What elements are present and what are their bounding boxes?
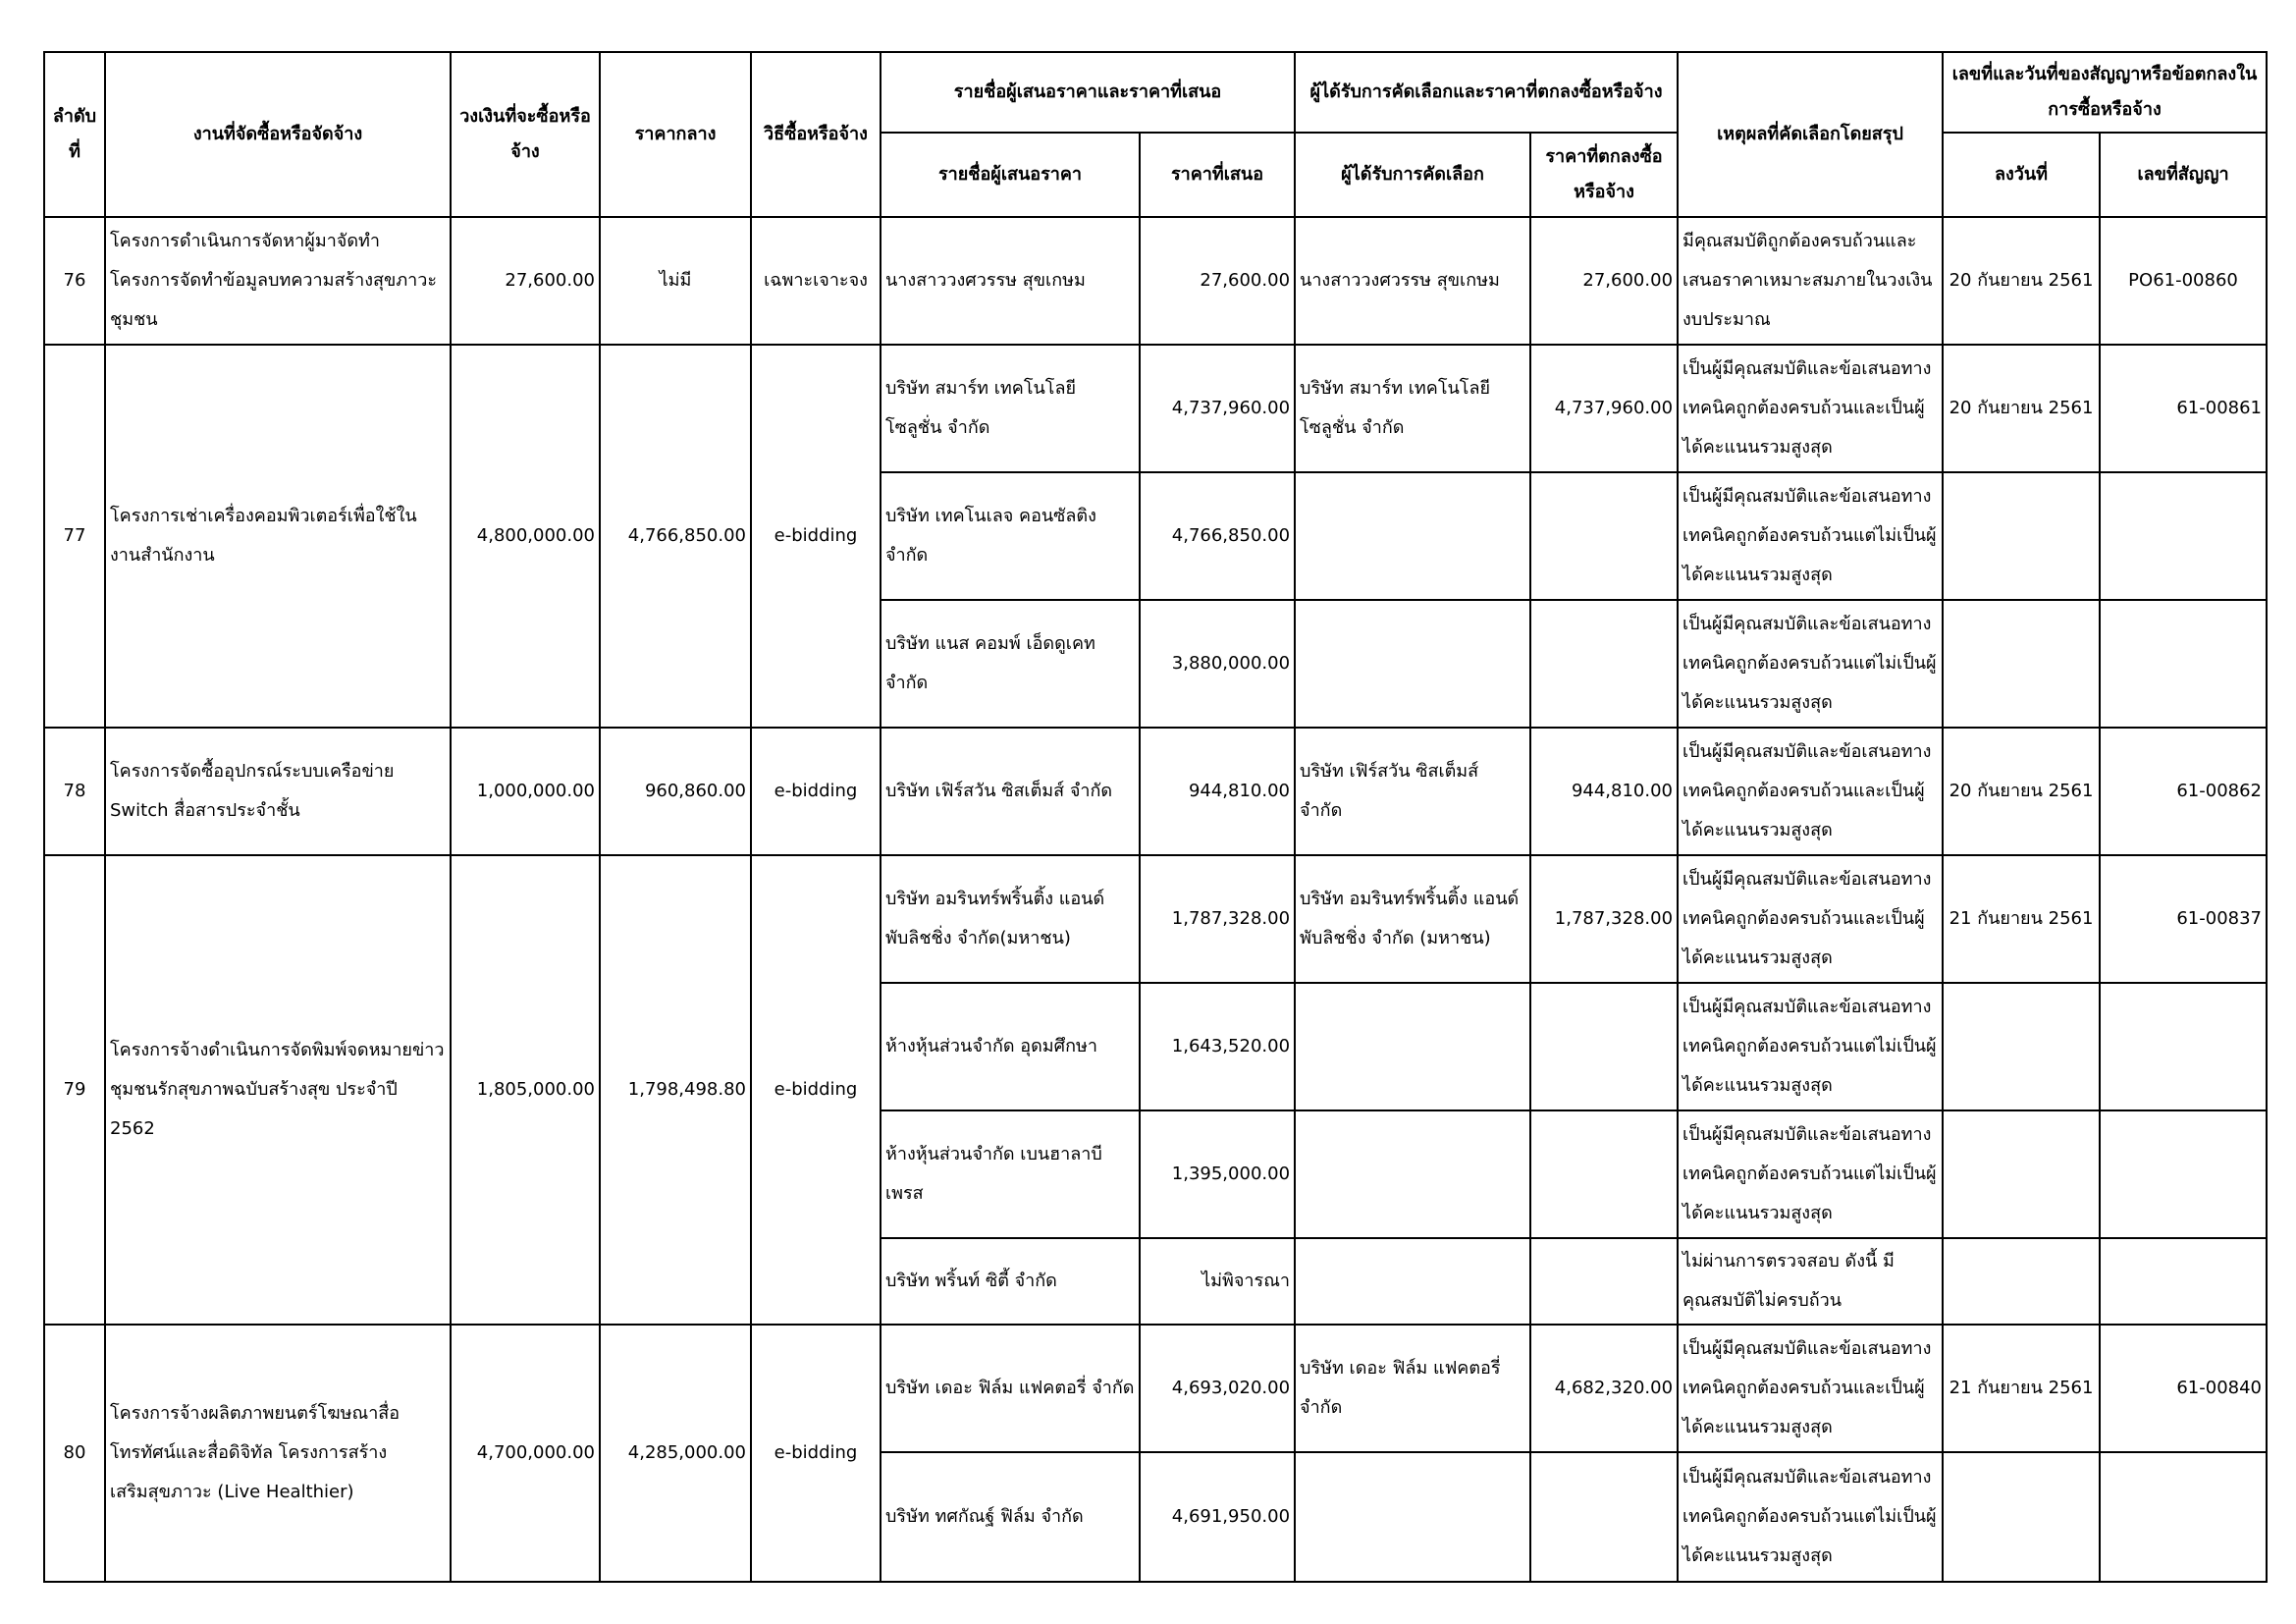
reason-cell: เป็นผู้มีคุณสมบัติและข้อเสนอทางเทคนิคถูกต้องครบถ้วนและเป็นผู้ได้คะแนนรวมสูงสุด [1678,1325,1943,1452]
agreed-price-cell [1530,1110,1678,1238]
seq-cell: 76 [44,217,105,345]
contract-date-cell: 21 กันยายน 2561 [1943,855,2100,983]
bid-price-cell: 1,395,000.00 [1140,1110,1295,1238]
selected-name-cell [1295,1452,1530,1582]
bid-price-cell: 944,810.00 [1140,728,1295,855]
median-cell: 960,860.00 [600,728,751,855]
reason-cell: เป็นผู้มีคุณสมบัติและข้อเสนอทางเทคนิคถูกต้องครบถ้วนและเป็นผู้ได้คะแนนรวมสูงสุด [1678,345,1943,472]
contract-date-cell: 20 กันยายน 2561 [1943,345,2100,472]
bidder-name-cell: ห้างหุ้นส่วนจำกัด อุดมศึกษา [881,983,1140,1110]
seq-cell: 78 [44,728,105,855]
method-cell: e-bidding [751,1325,881,1582]
selected-name-cell: บริษัท เฟิร์สวัน ซิสเต็มส์ จำกัด [1295,728,1530,855]
contract-date-cell [1943,1452,2100,1582]
agreed-price-cell [1530,983,1678,1110]
contract-date-cell [1943,600,2100,728]
task-cell: โครงการดำเนินการจัดหาผู้มาจัดทำโครงการจัดทำข้อมูลบทความสร้างสุขภาวะชุมชน [105,217,451,345]
table-row [44,1325,2267,1452]
bidder-name-cell: บริษัท เฟิร์สวัน ซิสเต็มส์ จำกัด [881,728,1140,855]
contract-no-cell [2100,600,2267,728]
bid-price-cell: 4,737,960.00 [1140,345,1295,472]
agreed-price-cell [1530,600,1678,728]
table-row [44,855,2267,983]
bidder-name-cell: บริษัท แนส คอมพ์ เอ็ดดูเคท จำกัด [881,600,1140,728]
selected-name-cell: บริษัท อมรินทร์พริ้นติ้ง แอนด์ พับลิชชิ่ง จำกัด (มหาชน) [1295,855,1530,983]
header-bid-price: ราคาที่เสนอ [1140,133,1295,217]
bidder-name-cell: บริษัท อมรินทร์พริ้นติ้ง แอนด์ พับลิชชิ่ง จำกัด(มหาชน) [881,855,1140,983]
reason-cell: เป็นผู้มีคุณสมบัติและข้อเสนอทางเทคนิคถูกต้องครบถ้วนแต่ไม่เป็นผู้ได้คะแนนรวมสูงสุด [1678,472,1943,600]
header-seq: ลำดับที่ [44,52,105,217]
selected-name-cell: นางสาววงศวรรษ สุขเกษม [1295,217,1530,345]
header-task: งานที่จัดซื้อหรือจัดจ้าง [105,52,451,217]
budget-cell: 27,600.00 [451,217,600,345]
bidder-name-cell: ห้างหุ้นส่วนจำกัด เบนฮาลาบี เพรส [881,1110,1140,1238]
contract-date-cell [1943,472,2100,600]
agreed-price-cell [1530,1452,1678,1582]
table-header [44,52,2267,217]
bid-price-cell: 3,880,000.00 [1140,600,1295,728]
agreed-price-cell: 27,600.00 [1530,217,1678,345]
bid-price-cell: 4,693,020.00 [1140,1325,1295,1452]
header-budget: วงเงินที่จะซื้อหรือจ้าง [451,52,600,217]
selected-name-cell [1295,600,1530,728]
method-cell: e-bidding [751,728,881,855]
seq-cell: 77 [44,345,105,728]
selected-name-cell [1295,472,1530,600]
task-cell: โครงการจ้างดำเนินการจัดพิมพ์จดหมายข่าวชุมชนรักสุขภาพฉบับสร้างสุข ประจำปี 2562 [105,855,451,1325]
bid-price-cell: 27,600.00 [1140,217,1295,345]
agreed-price-cell [1530,472,1678,600]
agreed-price-cell: 4,737,960.00 [1530,345,1678,472]
table-row [44,728,2267,855]
contract-date-cell [1943,1238,2100,1325]
agreed-price-cell: 944,810.00 [1530,728,1678,855]
header-agreed-price: ราคาที่ตกลงซื้อหรือจ้าง [1530,133,1678,217]
header-median: ราคากลาง [600,52,751,217]
contract-date-cell [1943,983,2100,1110]
contract-date-cell: 20 กันยายน 2561 [1943,728,2100,855]
header-bidders-group: รายชื่อผู้เสนอราคาและราคาที่เสนอ [881,52,1295,133]
table-row [44,345,2267,472]
reason-cell: เป็นผู้มีคุณสมบัติและข้อเสนอทางเทคนิคถูกต้องครบถ้วนแต่ไม่เป็นผู้ได้คะแนนรวมสูงสุด [1678,983,1943,1110]
bidder-name-cell: บริษัท เทคโนเลจ คอนซัลติง จำกัด [881,472,1140,600]
budget-cell: 1,805,000.00 [451,855,600,1325]
bidder-name-cell: บริษัท เดอะ ฟิล์ม แฟคตอรี่ จำกัด [881,1325,1140,1452]
header-bidder-name: รายชื่อผู้เสนอราคา [881,133,1140,217]
reason-cell: ไม่ผ่านการตรวจสอบ ดังนี้ มีคุณสมบัติไม่ครบถ้วน [1678,1238,1943,1325]
reason-cell: เป็นผู้มีคุณสมบัติและข้อเสนอทางเทคนิคถูกต้องครบถ้วนแต่ไม่เป็นผู้ได้คะแนนรวมสูงสุด [1678,600,1943,728]
selected-name-cell [1295,983,1530,1110]
method-cell: เฉพาะเจาะจง [751,217,881,345]
header-contract-group: เลขที่และวันที่ของสัญญาหรือข้อตกลงในการซื้อหรือจ้าง [1943,52,2267,133]
selected-name-cell: บริษัท เดอะ ฟิล์ม แฟคตอรี่ จำกัด [1295,1325,1530,1452]
contract-no-cell [2100,1110,2267,1238]
reason-cell: มีคุณสมบัติถูกต้องครบถ้วนและเสนอราคาเหมาะสมภายในวงเงินงบประมาณ [1678,217,1943,345]
bid-price-cell: ไม่พิจารณา [1140,1238,1295,1325]
contract-date-cell: 21 กันยายน 2561 [1943,1325,2100,1452]
reason-cell: เป็นผู้มีคุณสมบัติและข้อเสนอทางเทคนิคถูกต้องครบถ้วนแต่ไม่เป็นผู้ได้คะแนนรวมสูงสุด [1678,1110,1943,1238]
selected-name-cell [1295,1110,1530,1238]
agreed-price-cell: 4,682,320.00 [1530,1325,1678,1452]
contract-no-cell: 61-00861 [2100,345,2267,472]
table-row [44,217,2267,345]
median-cell: 4,285,000.00 [600,1325,751,1582]
contract-date-cell [1943,1110,2100,1238]
contract-no-cell [2100,1452,2267,1582]
agreed-price-cell [1530,1238,1678,1325]
budget-cell: 4,800,000.00 [451,345,600,728]
median-cell: ไม่มี [600,217,751,345]
bid-price-cell: 4,691,950.00 [1140,1452,1295,1582]
bidder-name-cell: บริษัท ทศกัณฐ์ ฟิล์ม จำกัด [881,1452,1140,1582]
contract-no-cell: 61-00840 [2100,1325,2267,1452]
bidder-name-cell: บริษัท สมาร์ท เทคโนโลยี โซลูชั่น จำกัด [881,345,1140,472]
task-cell: โครงการเช่าเครื่องคอมพิวเตอร์เพื่อใช้ในงานสำนักงาน [105,345,451,728]
header-method: วิธีซื้อหรือจ้าง [751,52,881,217]
reason-cell: เป็นผู้มีคุณสมบัติและข้อเสนอทางเทคนิคถูกต้องครบถ้วนแต่ไม่เป็นผู้ได้คะแนนรวมสูงสุด [1678,1452,1943,1582]
selected-name-cell: บริษัท สมาร์ท เทคโนโลยี โซลูชั่น จำกัด [1295,345,1530,472]
median-cell: 4,766,850.00 [600,345,751,728]
bid-price-cell: 1,643,520.00 [1140,983,1295,1110]
selected-name-cell [1295,1238,1530,1325]
header-selected-name: ผู้ได้รับการคัดเลือก [1295,133,1530,217]
median-cell: 1,798,498.80 [600,855,751,1325]
header-reason: เหตุผลที่คัดเลือกโดยสรุป [1678,52,1943,217]
bidder-name-cell: บริษัท พริ้นท์ ซิตี้ จำกัด [881,1238,1140,1325]
seq-cell: 80 [44,1325,105,1582]
budget-cell: 1,000,000.00 [451,728,600,855]
contract-no-cell: PO61-00860 [2100,217,2267,345]
table-body [44,217,2267,1582]
task-cell: โครงการจ้างผลิตภาพยนตร์โฆษณาสื่อโทรทัศน์และสื่อดิจิทัล โครงการสร้างเสริมสุขภาวะ (Live Healthier) [105,1325,451,1582]
procurement-table [43,51,2268,1583]
bid-price-cell: 4,766,850.00 [1140,472,1295,600]
budget-cell: 4,700,000.00 [451,1325,600,1582]
contract-no-cell [2100,472,2267,600]
header-contract-date: ลงวันที่ [1943,133,2100,217]
contract-no-cell: 61-00837 [2100,855,2267,983]
contract-date-cell: 20 กันยายน 2561 [1943,217,2100,345]
task-cell: โครงการจัดซื้ออุปกรณ์ระบบเครือข่าย Switch สื่อสารประจำชั้น [105,728,451,855]
contract-no-cell [2100,1238,2267,1325]
reason-cell: เป็นผู้มีคุณสมบัติและข้อเสนอทางเทคนิคถูกต้องครบถ้วนและเป็นผู้ได้คะแนนรวมสูงสุด [1678,728,1943,855]
agreed-price-cell: 1,787,328.00 [1530,855,1678,983]
contract-no-cell [2100,983,2267,1110]
reason-cell: เป็นผู้มีคุณสมบัติและข้อเสนอทางเทคนิคถูกต้องครบถ้วนและเป็นผู้ได้คะแนนรวมสูงสุด [1678,855,1943,983]
contract-no-cell: 61-00862 [2100,728,2267,855]
seq-cell: 79 [44,855,105,1325]
method-cell: e-bidding [751,345,881,728]
method-cell: e-bidding [751,855,881,1325]
header-contract-no: เลขที่สัญญา [2100,133,2267,217]
bid-price-cell: 1,787,328.00 [1140,855,1295,983]
bidder-name-cell: นางสาววงศวรรษ สุขเกษม [881,217,1140,345]
header-selected-group: ผู้ได้รับการคัดเลือกและราคาที่ตกลงซื้อหรือจ้าง [1295,52,1678,133]
